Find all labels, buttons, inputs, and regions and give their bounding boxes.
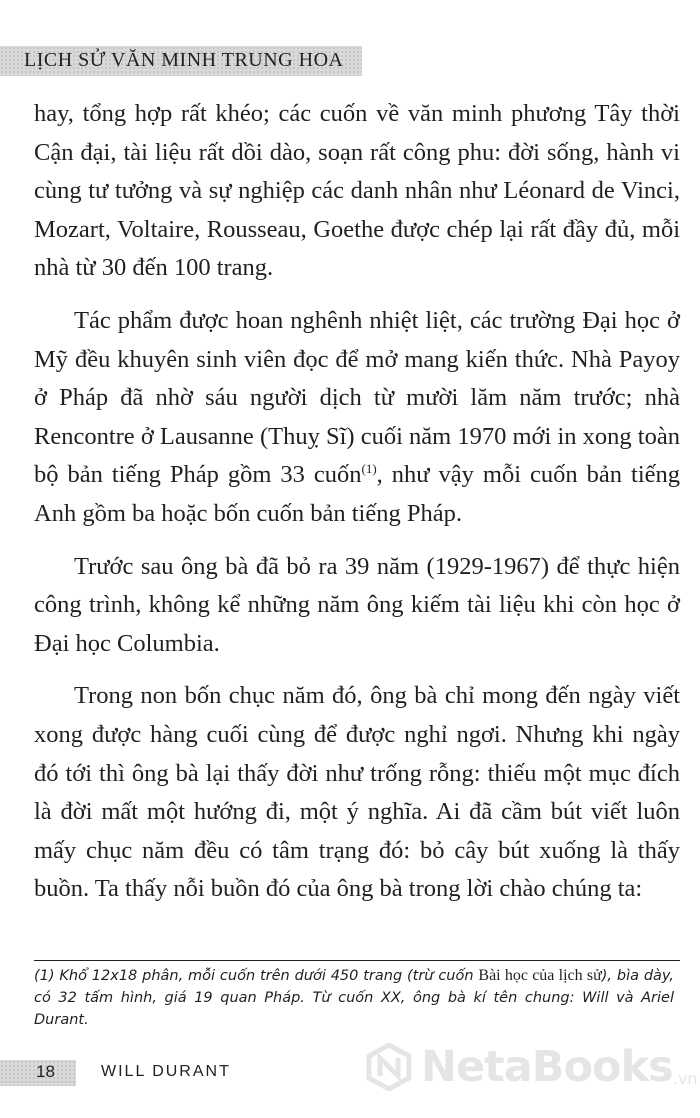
netabooks-logo-icon <box>365 1043 413 1091</box>
footnote <box>34 965 674 1031</box>
footnote-text-b: ), bìa dày, có 32 tấm hình, giá 19 quan Pháp. Từ cuốn XX, ông bà kí tên chung: Will và Ariel Durant. <box>34 968 674 1028</box>
paragraph-2-text-b: , như vậy mỗi cuốn bản tiếng Anh gồm ba hoặc bốn cuốn bản tiếng Pháp. <box>34 461 680 527</box>
footnote-book-title: Bài học của lịch sử <box>478 967 602 984</box>
paragraph-2 <box>34 302 680 534</box>
paragraph-4: Trong non bốn chục năm đó, ông bà chỉ mong đến ngày viết xong được hàng cuối cùng để được nghỉ ngơi. Nhưng khi ngày đó tới thì ông bà lại thấy đời như trống rỗng: thiếu một mục đích là đời mất một hướng đi, một ý nghĩa. Ai đã cầm bút viết luôn mấy chục năm đều có tâm trạng đó: bỏ cây bút xuống là thấy buồn. Ta thấy nỗi buồn đó của ông bà trong lời chào chúng ta: <box>34 682 680 903</box>
paragraph-1: hay, tổng hợp rất khéo; các cuốn về văn minh phương Tây thời Cận đại, tài liệu rất dồi dào, soạn rất công phu: đời sống, hành vi cùng tư tưởng và sự nghiệp các danh nhân như Léonard de Vinci, Mozart, Voltaire, Rousseau, Goethe được chép lại rất đầy đủ, mỗi nhà từ 30 đến 100 trang. <box>34 100 680 282</box>
footer-author: WILL DURANT <box>101 1063 231 1080</box>
footnote-text-a: (1) Khổ 12x18 phân, mỗi cuốn trên dưới 450 trang (trừ cuốn <box>34 968 479 984</box>
paragraph-3: Trước sau ông bà đã bỏ ra 39 năm (1929-1967) để thực hiện công trình, không kể những năm ông kiếm tài liệu khi còn học ở Đại học Columbia. <box>34 552 680 657</box>
watermark <box>365 1042 697 1092</box>
footnote-reference: (1) <box>361 461 377 477</box>
watermark-text: NetaBooks <box>421 1042 673 1092</box>
running-header-title: LỊCH SỬ VĂN MINH TRUNG HOA <box>24 49 344 71</box>
paragraph-2-text-a: Tác phẩm được hoan nghênh nhiệt liệt, các trường Đại học ở Mỹ đều khuyên sinh viên đọc để mở mang kiến thức. Nhà Payoy ở Pháp đã nhờ sáu người dịch từ mười lăm năm trước; nhà Rencontre ở Lausanne (Thuỵ Sĩ) cuối năm 1970 mới in xong toàn bộ bản tiếng Pháp gồm 33 cuốn <box>34 306 680 489</box>
footnote-divider <box>34 960 680 961</box>
watermark-suffix: .vn <box>672 1068 698 1088</box>
body-text <box>34 95 680 923</box>
page-number: 18 <box>36 1062 55 1081</box>
